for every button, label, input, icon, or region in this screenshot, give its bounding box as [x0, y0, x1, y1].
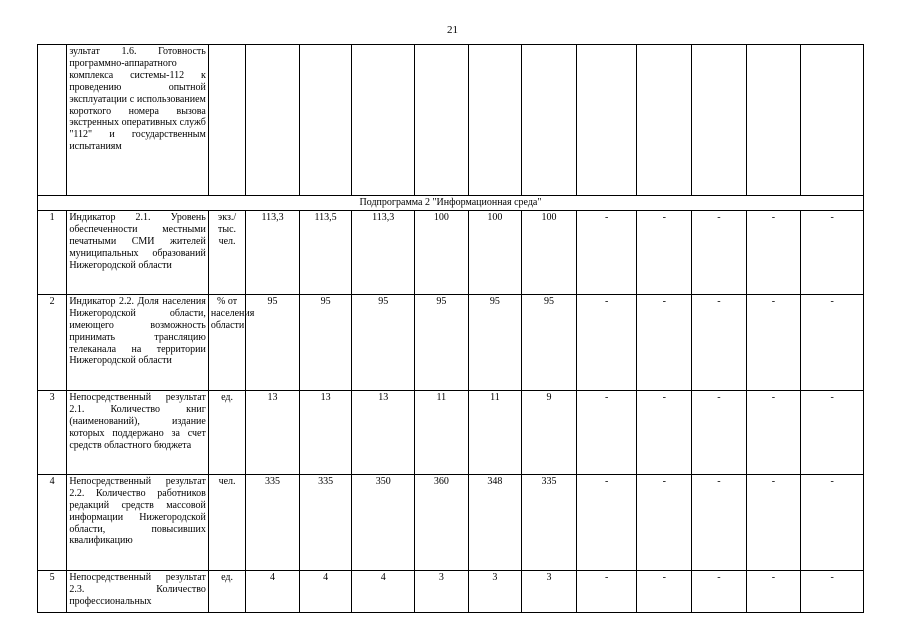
cell-dash: -	[576, 294, 637, 390]
cell-dash: -	[637, 294, 692, 390]
cell-unit: ед.	[208, 570, 245, 612]
page-number: 21	[447, 24, 458, 36]
cell-value: 4	[352, 570, 415, 612]
cell-num: 1	[38, 210, 67, 294]
cell-value: 95	[246, 294, 300, 390]
cell-dash: -	[576, 474, 637, 570]
cell-empty	[522, 45, 577, 196]
cell-value: 100	[522, 210, 577, 294]
cell-empty	[576, 45, 637, 196]
cell-value: 95	[415, 294, 469, 390]
indicators-table	[37, 44, 864, 613]
cell-dash: -	[801, 210, 864, 294]
cell-empty	[352, 45, 415, 196]
cell-num	[38, 45, 67, 196]
cell-value: 95	[468, 294, 522, 390]
cell-empty	[415, 45, 469, 196]
cell-unit	[208, 45, 245, 196]
cell-value: 4	[299, 570, 352, 612]
cell-name: Индикатор 2.2. Доля населения Нижегородской области, имеющего возможность принимать трансляцию телеканала на территории Нижегородской области	[67, 294, 209, 390]
cell-unit: чел.	[208, 474, 245, 570]
cell-name: Индикатор 2.1. Уровень обеспеченности местными печатными СМИ жителей муниципальных образований Нижегородской области	[67, 210, 209, 294]
table-row	[38, 570, 864, 612]
cell-dash: -	[692, 390, 747, 474]
cell-value: 100	[415, 210, 469, 294]
table-row	[38, 210, 864, 294]
table-row	[38, 390, 864, 474]
subprogram-title: Подпрограмма 2 "Информационная среда"	[38, 196, 864, 211]
cell-dash: -	[576, 390, 637, 474]
cell-dash: -	[746, 474, 801, 570]
cell-dash: -	[801, 294, 864, 390]
cell-dash: -	[692, 210, 747, 294]
cell-value: 13	[299, 390, 352, 474]
cell-unit: ед.	[208, 390, 245, 474]
cell-value: 113,3	[352, 210, 415, 294]
cell-empty	[801, 45, 864, 196]
cell-dash: -	[637, 390, 692, 474]
cell-dash: -	[746, 294, 801, 390]
cell-name: Непосредственный результат 2.1. Количество книг (наименований), издание которых поддержано за счет средств областного бюджета	[67, 390, 209, 474]
cell-name: Непосредственный результат 2.2. Количество работников редакций средств массовой информации Нижегородской области, повысивших квалификацию	[67, 474, 209, 570]
table-body	[38, 45, 864, 613]
cell-value: 113,5	[299, 210, 352, 294]
cell-empty	[468, 45, 522, 196]
cell-dash: -	[637, 474, 692, 570]
cell-empty	[692, 45, 747, 196]
cell-empty	[246, 45, 300, 196]
cell-value: 11	[415, 390, 469, 474]
cell-dash: -	[801, 570, 864, 612]
cell-name: Непосредственный результат 2.3. Количество профессиональных	[67, 570, 209, 612]
cell-value: 9	[522, 390, 577, 474]
cell-value: 335	[299, 474, 352, 570]
cell-value: 11	[468, 390, 522, 474]
subprogram-header-row	[38, 196, 864, 211]
cell-value: 13	[246, 390, 300, 474]
cell-value: 360	[415, 474, 469, 570]
cell-num: 3	[38, 390, 67, 474]
cell-empty	[746, 45, 801, 196]
cell-dash: -	[746, 390, 801, 474]
cell-empty	[299, 45, 352, 196]
cell-dash: -	[637, 210, 692, 294]
cell-dash: -	[637, 570, 692, 612]
cell-value: 4	[246, 570, 300, 612]
cell-dash: -	[692, 474, 747, 570]
cell-num: 5	[38, 570, 67, 612]
cell-dash: -	[746, 210, 801, 294]
cell-value: 3	[468, 570, 522, 612]
cell-dash: -	[692, 570, 747, 612]
cell-value: 95	[352, 294, 415, 390]
cell-value: 100	[468, 210, 522, 294]
cell-value: 113,3	[246, 210, 300, 294]
cell-value: 3	[522, 570, 577, 612]
cell-value: 95	[299, 294, 352, 390]
cell-value: 13	[352, 390, 415, 474]
cell-num: 2	[38, 294, 67, 390]
cell-dash: -	[692, 294, 747, 390]
cell-value: 335	[522, 474, 577, 570]
cell-unit: % от населения области	[208, 294, 245, 390]
cell-num: 4	[38, 474, 67, 570]
cell-dash: -	[576, 570, 637, 612]
cell-dash: -	[576, 210, 637, 294]
cell-dash: -	[801, 390, 864, 474]
table-row	[38, 474, 864, 570]
cell-value: 335	[246, 474, 300, 570]
cell-unit: экз./тыс. чел.	[208, 210, 245, 294]
cell-value: 350	[352, 474, 415, 570]
cell-value: 3	[415, 570, 469, 612]
cell-value: 348	[468, 474, 522, 570]
cell-dash: -	[801, 474, 864, 570]
cell-name: зультат 1.6. Готовность программно-аппаратного комплекса системы-112 к проведению опытной эксплуатации с использованием короткого номера вызова экстренных оперативных служб "112" и государственным испытаниям	[67, 45, 209, 196]
cell-empty	[637, 45, 692, 196]
cell-value: 95	[522, 294, 577, 390]
table-row	[38, 294, 864, 390]
table-row-continuation	[38, 45, 864, 196]
cell-dash: -	[746, 570, 801, 612]
